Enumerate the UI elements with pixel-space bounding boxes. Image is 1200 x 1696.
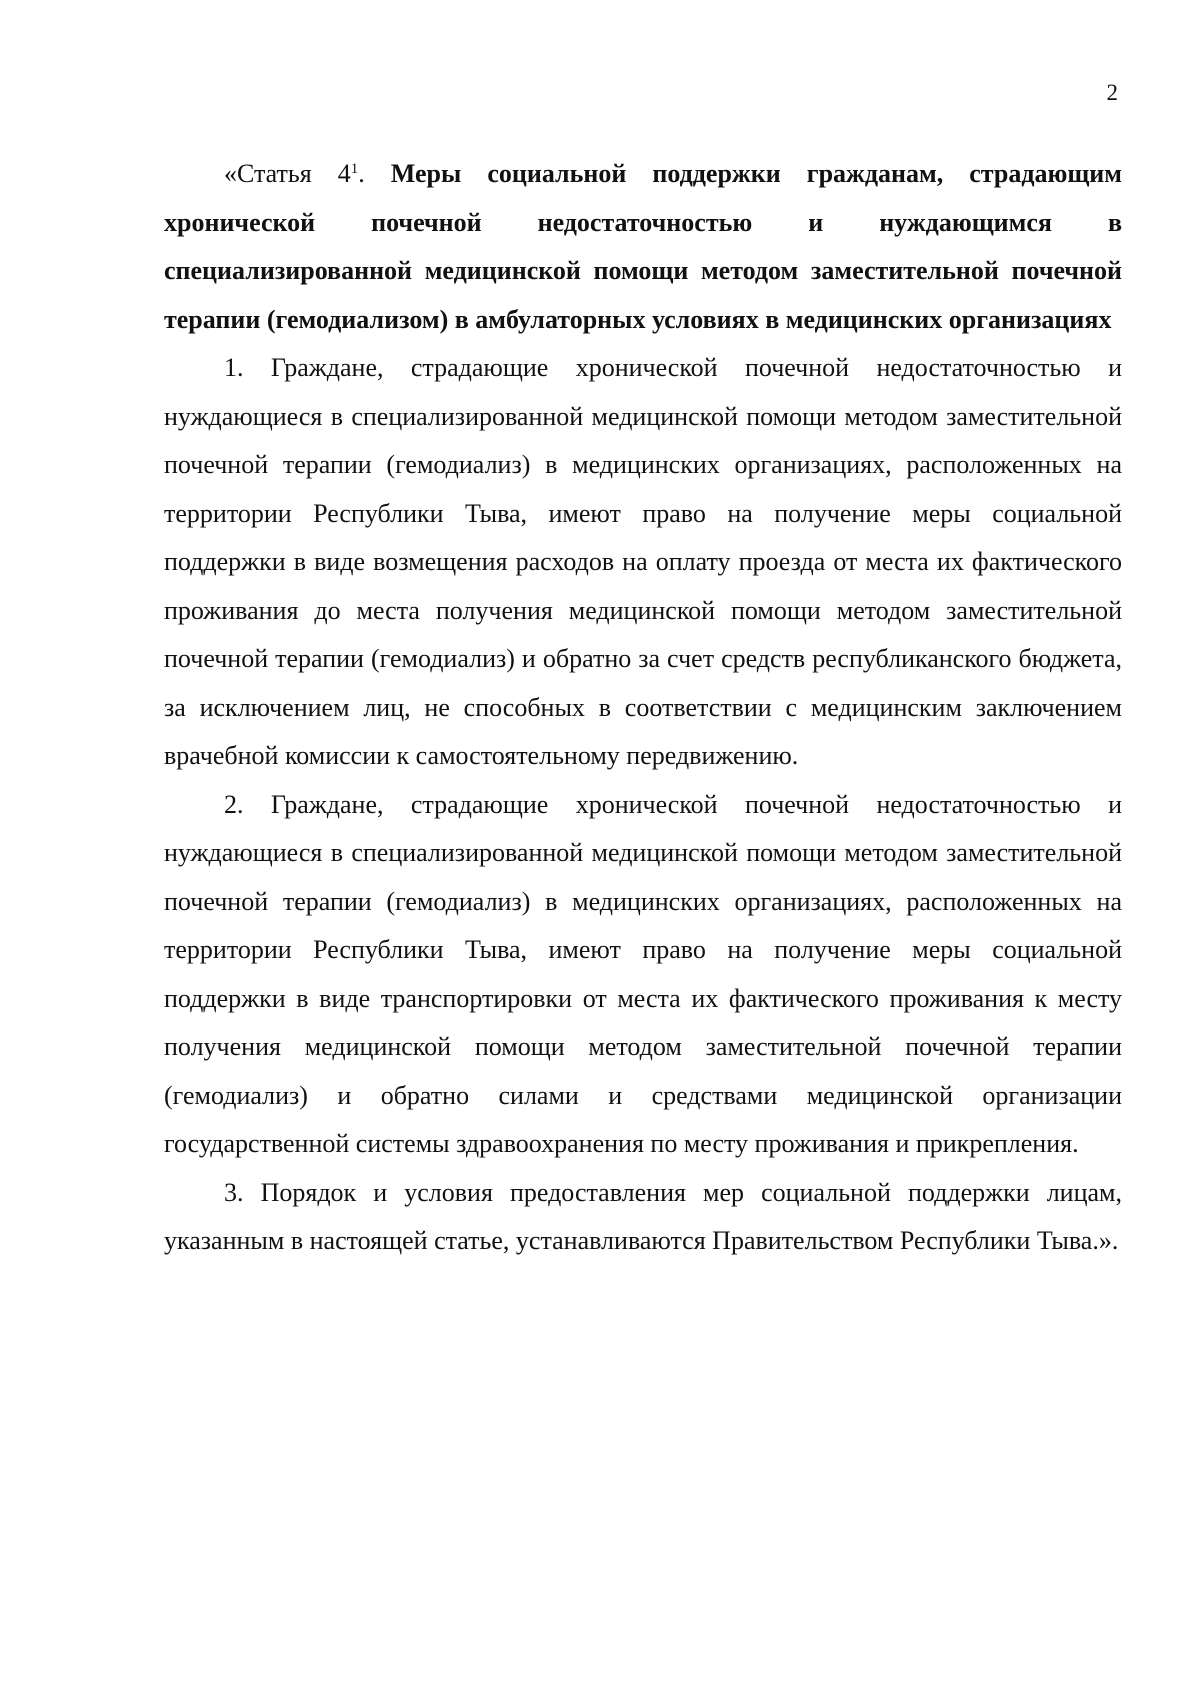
document-body [164,150,1122,1266]
page-number: 2 [1106,80,1118,105]
article-title: Меры социальной поддержки гражданам, страдающим хронической почечной недостаточностью и нуждающимся в специализированной медицинской помощи методом заместительной почечной терапии (гемодиализом) в амбулаторных условиях в медицинских организациях [164,159,1122,334]
article-label-suffix: . [358,159,365,188]
paragraph-text: Граждане, страдающие хронической почечной недостаточностью и нуждающиеся в специализированной медицинской помощи методом заместительной почечной терапии (гемодиализ) в медицинских организациях, расположенных на территории Республики Тыва, имеют право на получение меры социальной поддержки в виде транспортировки от места их фактического проживания к месту получения медицинской помощи методом заместительной почечной терапии (гемодиализ) и обратно силами и средствами медицинской организации государственной системы здравоохранения по месту проживания и прикрепления. [164,789,1122,1158]
paragraph-2 [164,781,1122,1169]
paragraph-1 [164,344,1122,781]
paragraph-number: 1. [224,353,244,382]
paragraph-text: Порядок и условия предоставления мер социальной поддержки лицам, указанным в настоящей статье, устанавливаются Правительством Республики Тыва.». [164,1177,1122,1255]
article-label-superscript: 1 [350,161,359,177]
opening-quote: « [224,159,237,188]
article-heading [164,150,1122,344]
paragraph-number: 3. [224,1177,244,1207]
article-label-text: Статья 4 [237,159,351,188]
paragraph-number: 2. [224,789,244,819]
paragraph-text: Граждане, страдающие хронической почечной недостаточностью и нуждающиеся в специализированной медицинской помощи методом заместительной почечной терапии (гемодиализ) в медицинских организациях, расположенных на территории Республики Тыва, имеют право на получение меры социальной поддержки в виде возмещения расходов на оплату проезда от места их фактического проживания до места получения медицинской помощи методом заместительной почечной терапии (гемодиализ) и обратно за счет средств республиканского бюджета, за исключением лиц, не способных в соответствии с медицинским заключением врачебной комиссии к самостоятельному передвижению. [164,353,1122,770]
article-label [237,159,358,188]
paragraph-3 [164,1169,1122,1266]
